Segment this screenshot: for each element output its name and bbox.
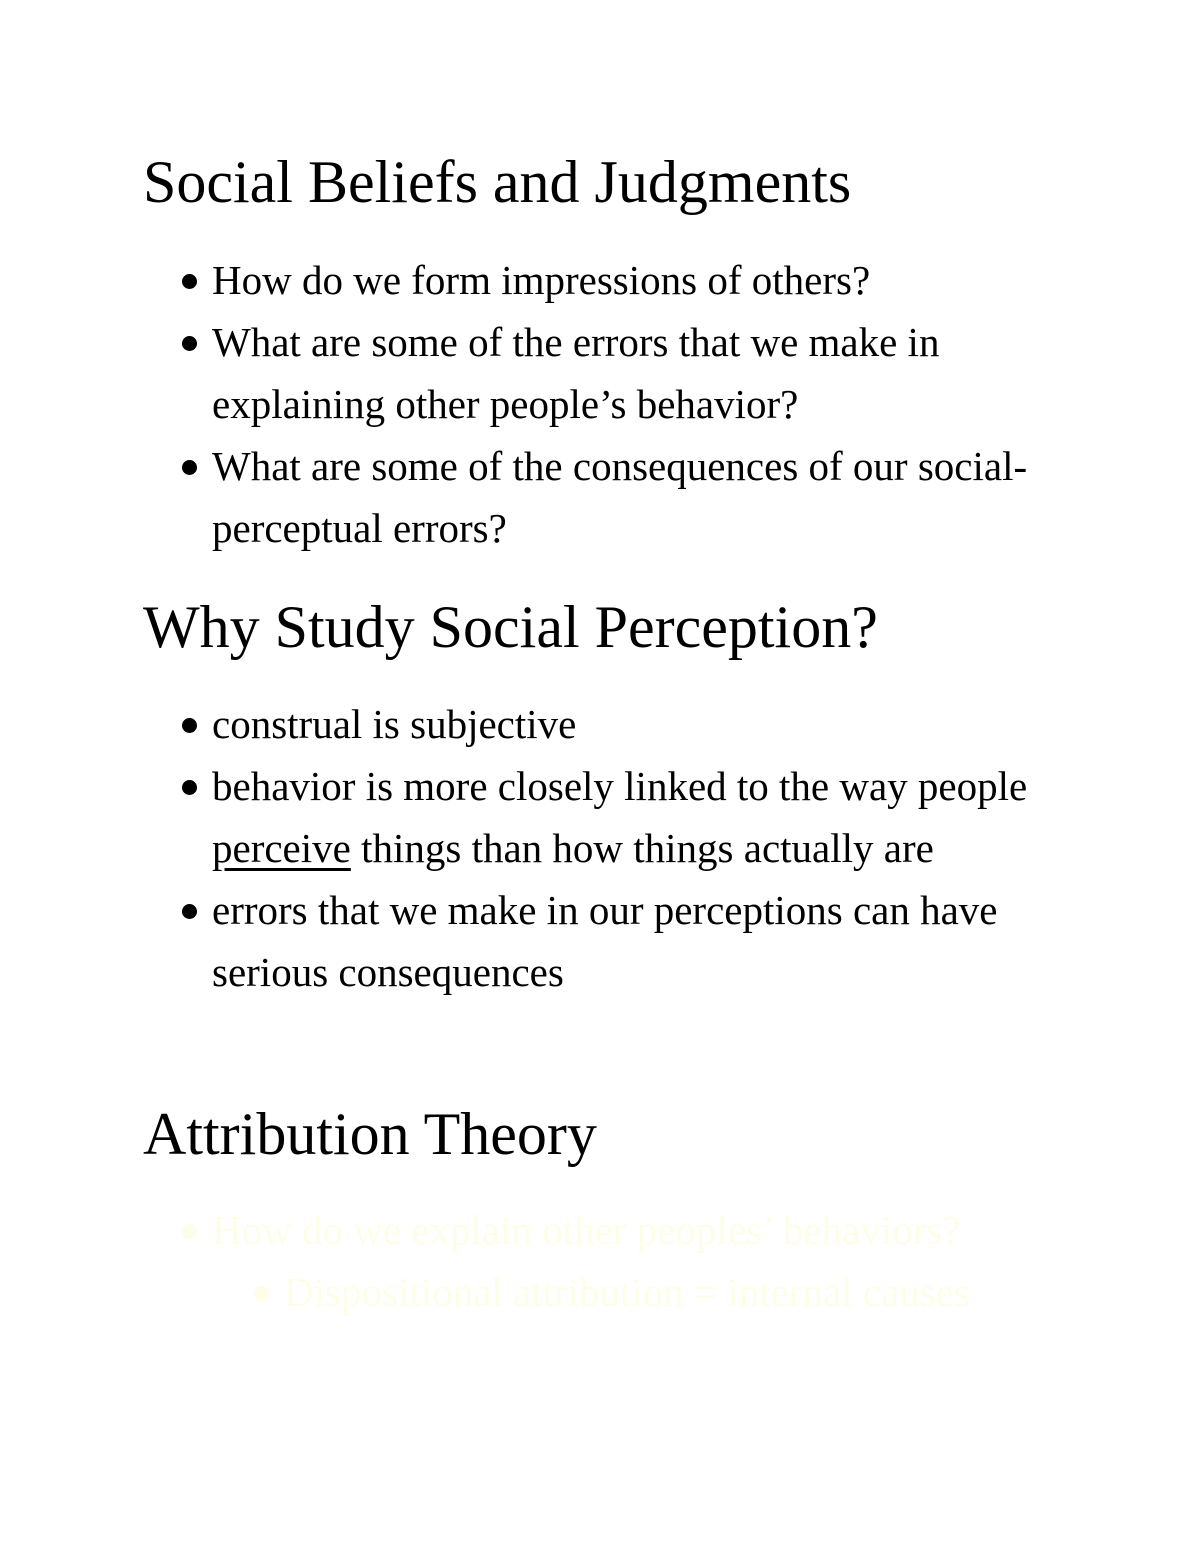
bullet-text: What are some of the consequences of our social-perceptual errors? — [212, 443, 1028, 551]
bullet-text: How do we form impressions of others? — [212, 257, 871, 303]
underlined-word: perceive — [212, 825, 351, 871]
sub-bullet-list — [212, 1261, 1060, 1323]
bullet-text: construal is subjective — [212, 701, 577, 747]
sub-bullet-text: Dispositional attribution = internal causes — [284, 1269, 970, 1315]
list-item — [180, 755, 1060, 879]
bullet-icon — [182, 904, 197, 919]
section-title-attribution-theory: Attribution Theory — [143, 1101, 597, 1167]
bullet-text: errors that we make in our perceptions can have serious consequences — [212, 887, 998, 995]
bullet-icon — [182, 780, 197, 795]
list-item — [180, 879, 1060, 1003]
bullet-icon — [182, 460, 197, 475]
list-item — [180, 693, 1060, 755]
list-item — [180, 311, 1060, 435]
sub-list-item — [252, 1261, 1060, 1323]
bullet-list-social-beliefs — [180, 249, 1060, 559]
bullet-text-before: behavior is more closely linked to the way people — [212, 763, 1028, 809]
section-title-social-beliefs: Social Beliefs and Judgments — [143, 149, 852, 215]
bullet-icon — [182, 274, 197, 289]
list-item — [180, 1199, 1060, 1323]
bullet-list-why-study — [180, 693, 1060, 1003]
bullet-text-after: things than how things actually are — [350, 825, 934, 871]
list-item — [180, 435, 1060, 559]
section-title-why-study: Why Study Social Perception? — [143, 594, 878, 660]
bullet-icon — [254, 1286, 269, 1301]
bullet-text: What are some of the errors that we make in explaining other people’s behavior? — [212, 319, 940, 427]
bullet-list-attribution-theory — [180, 1199, 1060, 1323]
bullet-icon — [182, 1224, 197, 1239]
bullet-icon — [182, 718, 197, 733]
list-item — [180, 249, 1060, 311]
bullet-text: How do we explain other peoples’ behaviors? — [212, 1207, 961, 1253]
bullet-icon — [182, 336, 197, 351]
